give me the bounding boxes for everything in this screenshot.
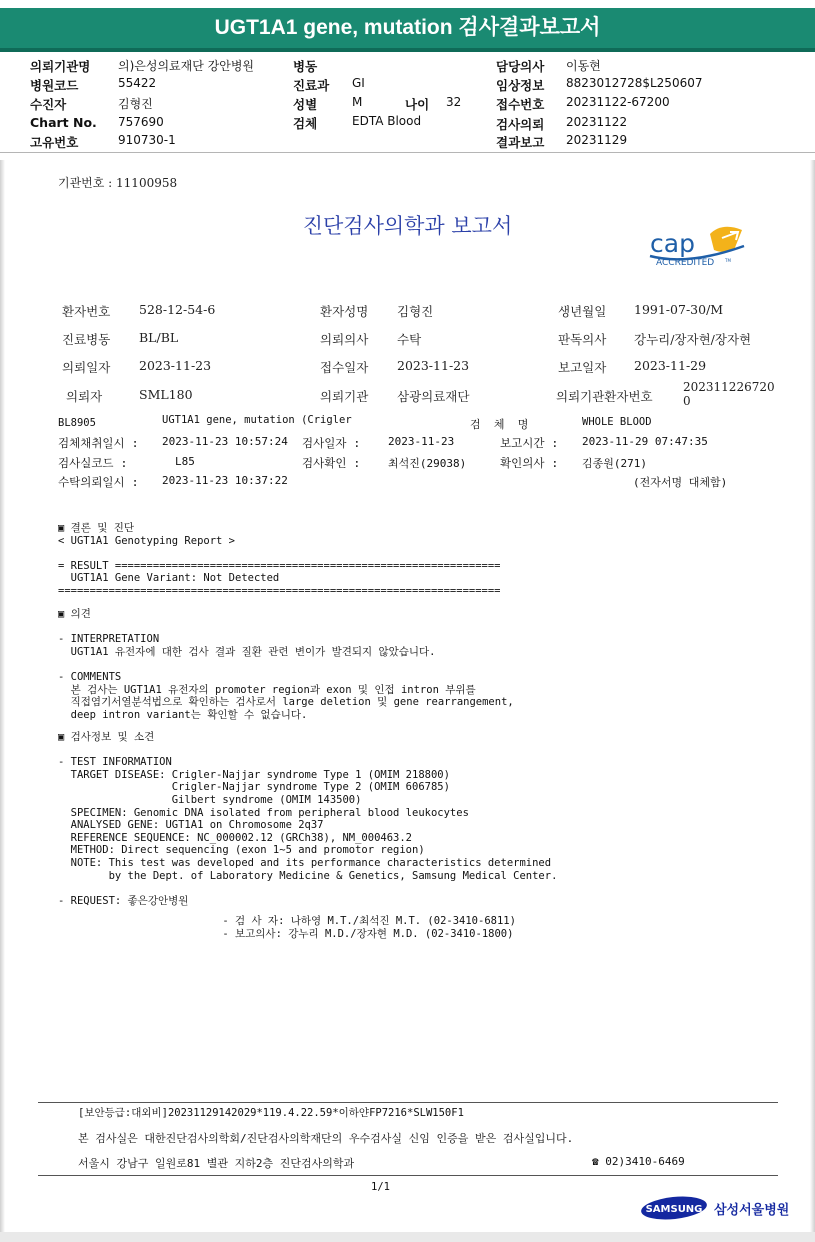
patient-value-ward: BL/BL xyxy=(139,330,179,345)
footer-divider-bottom xyxy=(38,1175,778,1176)
conclusion-section: ▣ 결론 및 진단 < UGT1A1 Genotyping Report > = RESULT ============================================================= UGT1A1 Gene Variant: Not Detected ====================================================================== xyxy=(58,522,501,597)
patient-value-number: 528-12-54-6 xyxy=(139,302,216,317)
page-shadow-right xyxy=(810,160,815,1242)
confirm-doctor-label: 확인의사 : xyxy=(500,456,559,470)
confirm-doctor-value: 김종원(271) xyxy=(582,457,647,470)
patient-label-name: 환자성명 xyxy=(320,304,369,319)
confirm-label: 검사확인 : xyxy=(302,456,361,470)
patient-label-receipt-date: 접수일자 xyxy=(320,360,369,375)
patient-value-birth: 1991-07-30/M xyxy=(634,302,724,317)
report-time-value: 2023-11-29 07:47:35 xyxy=(582,435,708,448)
info-label-patient: 수진자 xyxy=(30,97,67,112)
patient-label-requesting-org: 의뢰기관 xyxy=(320,389,369,404)
info-label-institution: 의뢰기관명 xyxy=(30,59,91,74)
bottom-strip xyxy=(0,1232,815,1242)
info-label-receipt-no: 접수번호 xyxy=(496,97,545,112)
hospital-name: 삼성서울병원 xyxy=(714,1203,790,1218)
patient-label-ward: 진료병동 xyxy=(62,332,111,347)
patient-label-report-date: 보고일자 xyxy=(558,360,607,375)
info-value-request-date: 20231122 xyxy=(566,115,628,129)
collect-label: 검체채취일시 : xyxy=(58,436,139,450)
cap-accredited-logo xyxy=(648,224,758,270)
test-information-section: ▣ 검사정보 및 소견 - TEST INFORMATION TARGET DISEASE: Crigler-Najjar syndrome Type 1 (OMIM 218800) Crigler-Najjar syndrome Type 2 (OMIM 606785) Gilbert syndrome (OMIM 143500) SPECIMEN: Genomic DNA isolated from peripheral blood leukocytes ANALYSED GENE: UGT1A1 on Chromosome 2q37 REFERENCE SEQUENCE: NC_000002.12 (GRCh38), NM_000463.2 METHOD: Direct sequencing (exon 1~5 and promotor region) NOTE: This test was developed and its performance characteristics determined by the Dept. of Laboratory Medicine & Genetics, Samsung Medical Center. - REQUEST: 좋은강안병원 xyxy=(58,731,558,907)
info-value-chart-no: 757690 xyxy=(118,115,164,129)
patient-value-referring-doctor: 수탁 xyxy=(397,332,422,347)
specimen-label: 검 체 명 xyxy=(470,418,529,431)
patient-value-receipt-date: 2023-11-23 xyxy=(397,358,470,373)
patient-value-org-patient-no: 202311226720 0 xyxy=(683,380,775,408)
document-title: UGT1A1 gene, mutation 검사결과보고서 xyxy=(214,16,601,39)
info-value-department: GI xyxy=(352,76,365,90)
info-value-unique-no: 910730-1 xyxy=(118,133,176,147)
certification-line: 본 검사실은 대한진단검사의학회/진단검사의학재단의 우수검사실 신임 인증을 받은 검사실입니다. xyxy=(78,1132,574,1145)
info-label-hospital-code: 병원코드 xyxy=(30,78,79,93)
test-name: UGT1A1 gene, mutation (Crigler xyxy=(162,414,352,426)
info-value-institution: 의)은성의료재단 강안병원 xyxy=(118,59,255,73)
info-label-clinical-info: 임상정보 xyxy=(496,78,545,93)
opinion-section: ▣ 의견 - INTERPRETATION UGT1A1 유전자에 대한 검사 결과 질환 관련 변이가 발견되지 않았습니다. - COMMENTS 본 검사는 UGT1A1 유전자의 promoter region과 exon 및 인접 intron 부위를 직접염기서열분석법으로 확인하는 검사로서 large deletion 및 gene rearrangement, deep intron variant는 확인할 수 없습니다. xyxy=(58,608,514,721)
info-label-department: 진료과 xyxy=(293,78,330,93)
specimen-value: WHOLE BLOOD xyxy=(582,416,652,428)
info-value-receipt-no: 20231122-67200 xyxy=(566,95,670,109)
patient-value-name: 김형진 xyxy=(397,304,434,319)
confirm-value: 최석진(29038) xyxy=(388,457,467,470)
patient-label-number: 환자번호 xyxy=(62,304,111,319)
footer-divider-top xyxy=(38,1102,778,1103)
institution-number: 기관번호 : 11100958 xyxy=(58,176,178,190)
phone-line: ☎ 02)3410-6469 xyxy=(592,1155,685,1168)
collect-value: 2023-11-23 10:57:24 xyxy=(162,435,288,448)
patient-value-reading-doctor: 강누리/장자현/장자현 xyxy=(634,332,752,347)
security-line: [보안등급:대외비]20231129142029*119.4.22.59*이하얀FP7216*SLW150F1 xyxy=(78,1107,464,1119)
info-value-hospital-code: 55422 xyxy=(118,76,157,90)
page-shadow-left xyxy=(0,160,5,1242)
address-line: 서울시 강남구 일원로81 별관 지하2층 진단검사의학과 xyxy=(78,1157,355,1170)
room-code-value: L85 xyxy=(175,455,195,468)
cap-logo-subtext: ACCREDITED xyxy=(656,258,715,268)
info-label-sex: 성별 xyxy=(293,97,318,112)
request-time-label: 수탁의뢰일시 : xyxy=(58,475,139,489)
report-title: 진단검사의학과 보고서 xyxy=(302,214,513,238)
report-time-label: 보고시간 : xyxy=(500,436,559,450)
room-code-label: 검사실코드 : xyxy=(58,456,128,470)
info-value-doctor: 이동현 xyxy=(566,59,601,73)
info-label-age: 나이 xyxy=(405,97,430,112)
patient-label-org-patient-no: 의뢰기관환자번호 xyxy=(556,389,653,404)
test-date-value: 2023-11-23 xyxy=(388,435,455,448)
info-divider xyxy=(0,152,815,153)
info-value-age: 32 xyxy=(446,95,462,109)
signers-section: - 검 사 자: 나하영 M.T./최석진 M.T. (02-3410-6811) - 보고의사: 강누리 M.D./장자현 M.D. (02-3410-1800) xyxy=(222,915,516,940)
info-value-result-date: 20231129 xyxy=(566,133,628,147)
patient-value-requesting-org: 삼광의료재단 xyxy=(397,389,470,404)
cap-logo-graphic xyxy=(648,224,758,270)
info-label-doctor: 담당의사 xyxy=(496,59,545,74)
patient-value-request-date: 2023-11-23 xyxy=(139,358,212,373)
request-time-value: 2023-11-23 10:37:22 xyxy=(162,474,288,487)
info-label-specimen: 검체 xyxy=(293,116,318,131)
info-value-patient: 김형진 xyxy=(118,97,153,111)
info-value-sex: M xyxy=(352,95,363,109)
esign-note: (전자서명 대체함) xyxy=(633,476,728,489)
info-value-specimen: EDTA Blood xyxy=(352,114,422,128)
info-label-unique-no: 고유번호 xyxy=(30,135,79,150)
info-label-request-date: 검사의뢰 xyxy=(496,117,545,132)
page-number: 1/1 xyxy=(371,1181,390,1193)
patient-value-report-date: 2023-11-29 xyxy=(634,358,707,373)
cap-logo-tm: TM xyxy=(725,258,731,263)
samsung-logo-ellipse xyxy=(640,1196,708,1220)
info-label-chart-no: Chart No. xyxy=(30,115,97,130)
info-label-result-date: 결과보고 xyxy=(496,135,545,150)
info-label-ward: 병동 xyxy=(293,59,318,74)
patient-label-referring-doctor: 의뢰의사 xyxy=(320,332,369,347)
patient-label-request-date: 의뢰일자 xyxy=(62,360,111,375)
test-code: BL8905 xyxy=(58,417,96,429)
patient-label-requester: 의뢰자 xyxy=(66,389,103,404)
test-date-label: 검사일자 : xyxy=(302,436,361,450)
patient-label-birth: 생년월일 xyxy=(558,304,607,319)
patient-label-reading-doctor: 판독의사 xyxy=(558,332,607,347)
patient-value-requester: SML180 xyxy=(139,387,193,402)
cap-logo-text: cap xyxy=(650,229,695,258)
samsung-logo-text: SAMSUNG xyxy=(645,1204,703,1215)
info-value-clinical-info: 8823012728$L250607 xyxy=(566,76,703,90)
